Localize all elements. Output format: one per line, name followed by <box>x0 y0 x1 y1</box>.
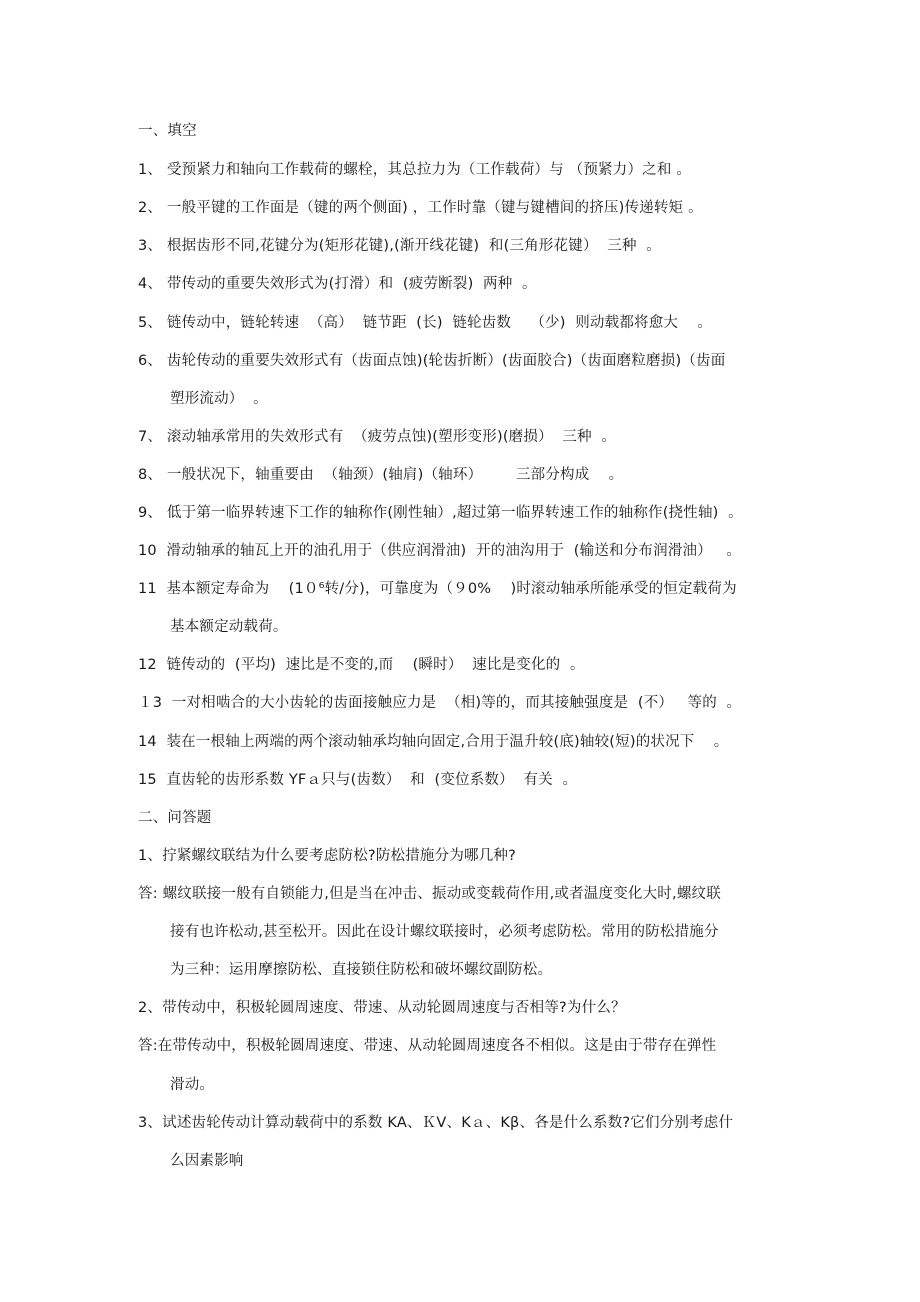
qa-answer-2-continued: 滑动。 <box>170 1077 215 1093</box>
question-6: 6、 齿轮传动的重要失效形式有（齿面点蚀)(轮齿折断）(齿面胶合)（齿面磨粒磨损)（齿面 <box>138 353 726 369</box>
question-1: 1、 受预紧力和轴向工作载荷的螺栓，其总拉力为（工作载荷）与 （预紧力）之和 。 <box>138 162 692 178</box>
question-10: 10 滑动轴承的轴瓦上开的油孔用于（供应润滑油) 开的油沟用于 (输送和分布润滑油） 。 <box>138 543 742 559</box>
question-5: 5、 链传动中，链轮转速 （高） 链节距 (长) 链轮齿数 （少) 则动载都将愈大 。 <box>138 315 713 331</box>
question-14: 14 装在一根轴上两端的两个滚动轴承均轴向固定,合用于温升较(底)轴较(短)的状况下 。 <box>138 734 729 750</box>
question-3: 3、 根据齿形不同,花键分为(矩形花键),(渐开线花键) 和(三角形花键） 三种 。 <box>138 238 661 254</box>
question-15: 15 直齿轮的齿形系数 YFａ只与(齿数） 和 (变位系数） 有关 。 <box>138 772 578 788</box>
question-2: 2、 一般平键的工作面是（键的两个侧面) ，工作时靠（键与键槽间的挤压)传递转矩 。 <box>138 200 703 216</box>
question-9: 9、 低于第一临界转速下工作的轴称作(刚性轴）,超过第一临界转速工作的轴称作(挠性轴) 。 <box>138 505 743 521</box>
qa-answer-1-continued-2: 为三种：运用摩擦防松、直接锁住防松和破坏螺纹副防松。 <box>170 962 553 978</box>
question-13: １3 一对相啮合的大小齿轮的齿面接触应力是 （相)等的，而其接触强度是 (不） 等的 。 <box>138 695 742 711</box>
qa-question-1: 1、拧紧螺纹联结为什么要考虑防松?防松措施分为哪几种? <box>138 848 517 864</box>
question-4: 4、 带传动的重要失效形式为(打滑）和 (疲劳断裂) 两种 。 <box>138 276 537 292</box>
section-heading-fill-in: 一、填空 <box>138 123 197 139</box>
question-11: 11 基本额定寿命为 (1０⁶转/分)，可靠度为（９0% )时滚动轴承所能承受的恒定载荷为 <box>138 581 737 597</box>
section-heading-qa: 二、问答题 <box>138 810 212 826</box>
qa-answer-1-continued-1: 接有也许松动,甚至松开。因此在设计螺纹联接时，必须考虑防松。常用的防松措施分 <box>170 924 719 940</box>
qa-question-3: 3、试述齿轮传动计算动载荷中的系数 KA、ＫV、Kａ、Kβ、各是什么系数?它们分别考虑什 <box>138 1115 734 1131</box>
qa-question-2: 2、带传动中，积极轮圆周速度、带速、从动轮圆周速度与否相等?为什么？ <box>138 1000 626 1016</box>
qa-question-3-continued: 么因素影响 <box>170 1153 244 1169</box>
qa-answer-2: 答:在带传动中，积极轮圆周速度、带速、从动轮圆周速度各不相似。这是由于带存在弹性 <box>138 1038 717 1054</box>
qa-answer-1: 答: 螺纹联接一般有自锁能力,但是当在冲击、振动或变载荷作用,或者温度变化大时,螺纹联 <box>138 886 721 902</box>
question-8: 8、 一般状况下，轴重要由 （轴颈）(轴肩)（轴环） 三部分构成 。 <box>138 467 624 483</box>
question-6-continued: 塑形流动） 。 <box>170 391 268 407</box>
question-12: 12 链传动的 (平均) 速比是不变的,而 (瞬时） 速比是变化的 。 <box>138 657 585 673</box>
question-7: 7、 滚动轴承常用的失效形式有 （疲劳点蚀)(塑形变形)(磨损） 三种 。 <box>138 429 617 445</box>
question-11-continued: 基本额定动载荷。 <box>170 619 288 635</box>
